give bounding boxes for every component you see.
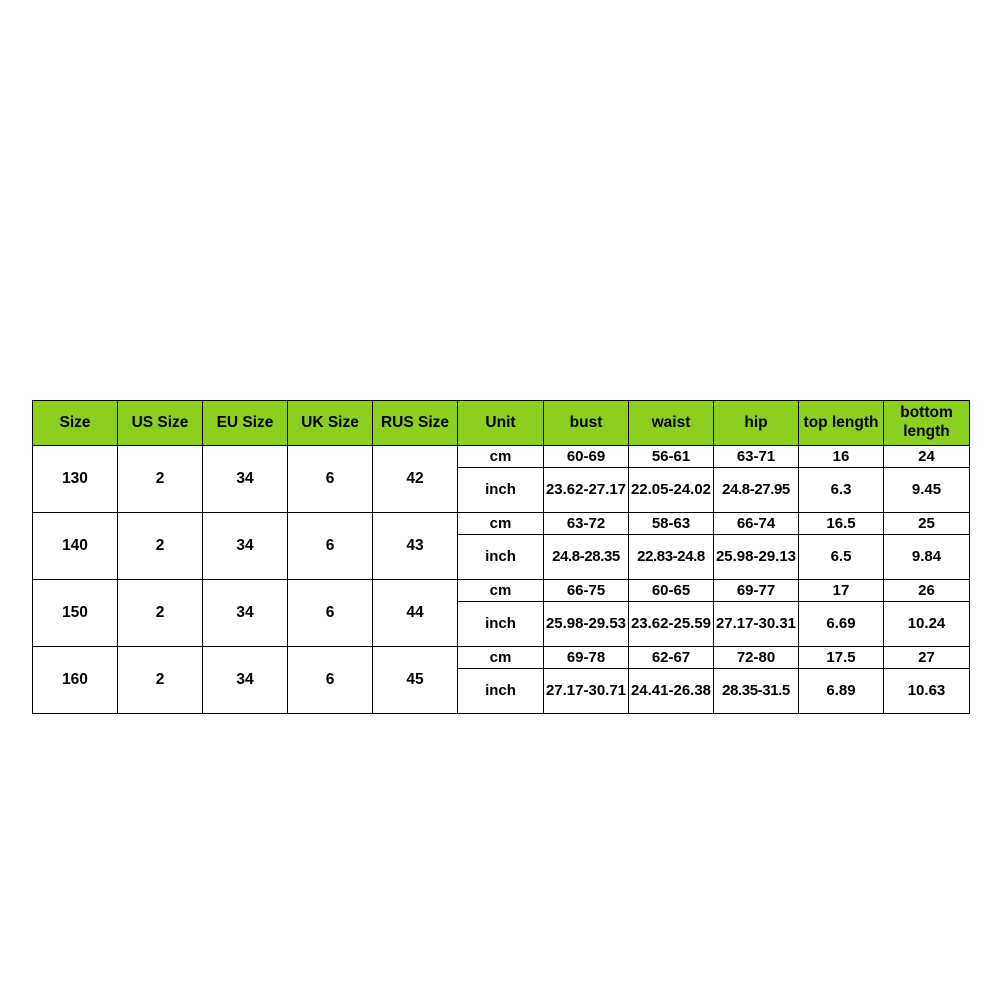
size-cell: 150 xyxy=(33,580,118,647)
bust-cell: 63-72 xyxy=(544,513,629,535)
header-bottom-length: bottom length xyxy=(884,401,970,446)
top-length-cell: 16.5 xyxy=(799,513,884,535)
us-size-cell: 2 xyxy=(118,446,203,513)
top-length-cell: 6.69 xyxy=(799,602,884,647)
eu-size-cell: 34 xyxy=(203,513,288,580)
eu-size-cell: 34 xyxy=(203,580,288,647)
unit-cell: cm xyxy=(458,647,544,669)
unit-cell: inch xyxy=(458,669,544,714)
top-length-cell: 6.89 xyxy=(799,669,884,714)
bust-cell: 66-75 xyxy=(544,580,629,602)
table-row xyxy=(33,647,970,669)
bottom-length-cell: 27 xyxy=(884,647,970,669)
rus-size-cell: 42 xyxy=(373,446,458,513)
header-bust: bust xyxy=(544,401,629,446)
bust-cell: 60-69 xyxy=(544,446,629,468)
hip-cell: 28.35-31.5 xyxy=(714,669,799,714)
header-rus-size: RUS Size xyxy=(373,401,458,446)
unit-cell: inch xyxy=(458,535,544,580)
uk-size-cell: 6 xyxy=(288,513,373,580)
hip-cell: 27.17-30.31 xyxy=(714,602,799,647)
bottom-length-cell: 25 xyxy=(884,513,970,535)
hip-cell: 25.98-29.13 xyxy=(714,535,799,580)
table-row xyxy=(33,580,970,602)
us-size-cell: 2 xyxy=(118,647,203,714)
bottom-length-cell: 10.63 xyxy=(884,669,970,714)
bottom-length-cell: 24 xyxy=(884,446,970,468)
header-uk-size: UK Size xyxy=(288,401,373,446)
rus-size-cell: 44 xyxy=(373,580,458,647)
header-eu-size: EU Size xyxy=(203,401,288,446)
waist-cell: 62-67 xyxy=(629,647,714,669)
uk-size-cell: 6 xyxy=(288,580,373,647)
header-size: Size xyxy=(33,401,118,446)
bust-cell: 23.62-27.17 xyxy=(544,468,629,513)
unit-cell: inch xyxy=(458,468,544,513)
table-row xyxy=(33,446,970,468)
hip-cell: 66-74 xyxy=(714,513,799,535)
rus-size-cell: 45 xyxy=(373,647,458,714)
waist-cell: 22.83-24.8 xyxy=(629,535,714,580)
bust-cell: 69-78 xyxy=(544,647,629,669)
header-hip: hip xyxy=(714,401,799,446)
hip-cell: 24.8-27.95 xyxy=(714,468,799,513)
size-cell: 140 xyxy=(33,513,118,580)
bust-cell: 27.17-30.71 xyxy=(544,669,629,714)
bust-cell: 24.8-28.35 xyxy=(544,535,629,580)
bottom-length-cell: 9.84 xyxy=(884,535,970,580)
hip-cell: 69-77 xyxy=(714,580,799,602)
us-size-cell: 2 xyxy=(118,513,203,580)
size-chart-table xyxy=(32,400,970,714)
us-size-cell: 2 xyxy=(118,580,203,647)
waist-cell: 24.41-26.38 xyxy=(629,669,714,714)
header-us-size: US Size xyxy=(118,401,203,446)
header-top-length: top length xyxy=(799,401,884,446)
eu-size-cell: 34 xyxy=(203,446,288,513)
bottom-length-cell: 26 xyxy=(884,580,970,602)
size-cell: 160 xyxy=(33,647,118,714)
top-length-cell: 16 xyxy=(799,446,884,468)
top-length-cell: 6.3 xyxy=(799,468,884,513)
size-cell: 130 xyxy=(33,446,118,513)
waist-cell: 22.05-24.02 xyxy=(629,468,714,513)
waist-cell: 23.62-25.59 xyxy=(629,602,714,647)
unit-cell: cm xyxy=(458,513,544,535)
top-length-cell: 6.5 xyxy=(799,535,884,580)
table-row xyxy=(33,513,970,535)
uk-size-cell: 6 xyxy=(288,446,373,513)
rus-size-cell: 43 xyxy=(373,513,458,580)
eu-size-cell: 34 xyxy=(203,647,288,714)
hip-cell: 63-71 xyxy=(714,446,799,468)
uk-size-cell: 6 xyxy=(288,647,373,714)
bottom-length-cell: 9.45 xyxy=(884,468,970,513)
header-unit: Unit xyxy=(458,401,544,446)
top-length-cell: 17.5 xyxy=(799,647,884,669)
hip-cell: 72-80 xyxy=(714,647,799,669)
bust-cell: 25.98-29.53 xyxy=(544,602,629,647)
waist-cell: 58-63 xyxy=(629,513,714,535)
waist-cell: 56-61 xyxy=(629,446,714,468)
unit-cell: inch xyxy=(458,602,544,647)
unit-cell: cm xyxy=(458,580,544,602)
top-length-cell: 17 xyxy=(799,580,884,602)
unit-cell: cm xyxy=(458,446,544,468)
bottom-length-cell: 10.24 xyxy=(884,602,970,647)
waist-cell: 60-65 xyxy=(629,580,714,602)
header-row xyxy=(33,401,970,446)
header-waist: waist xyxy=(629,401,714,446)
